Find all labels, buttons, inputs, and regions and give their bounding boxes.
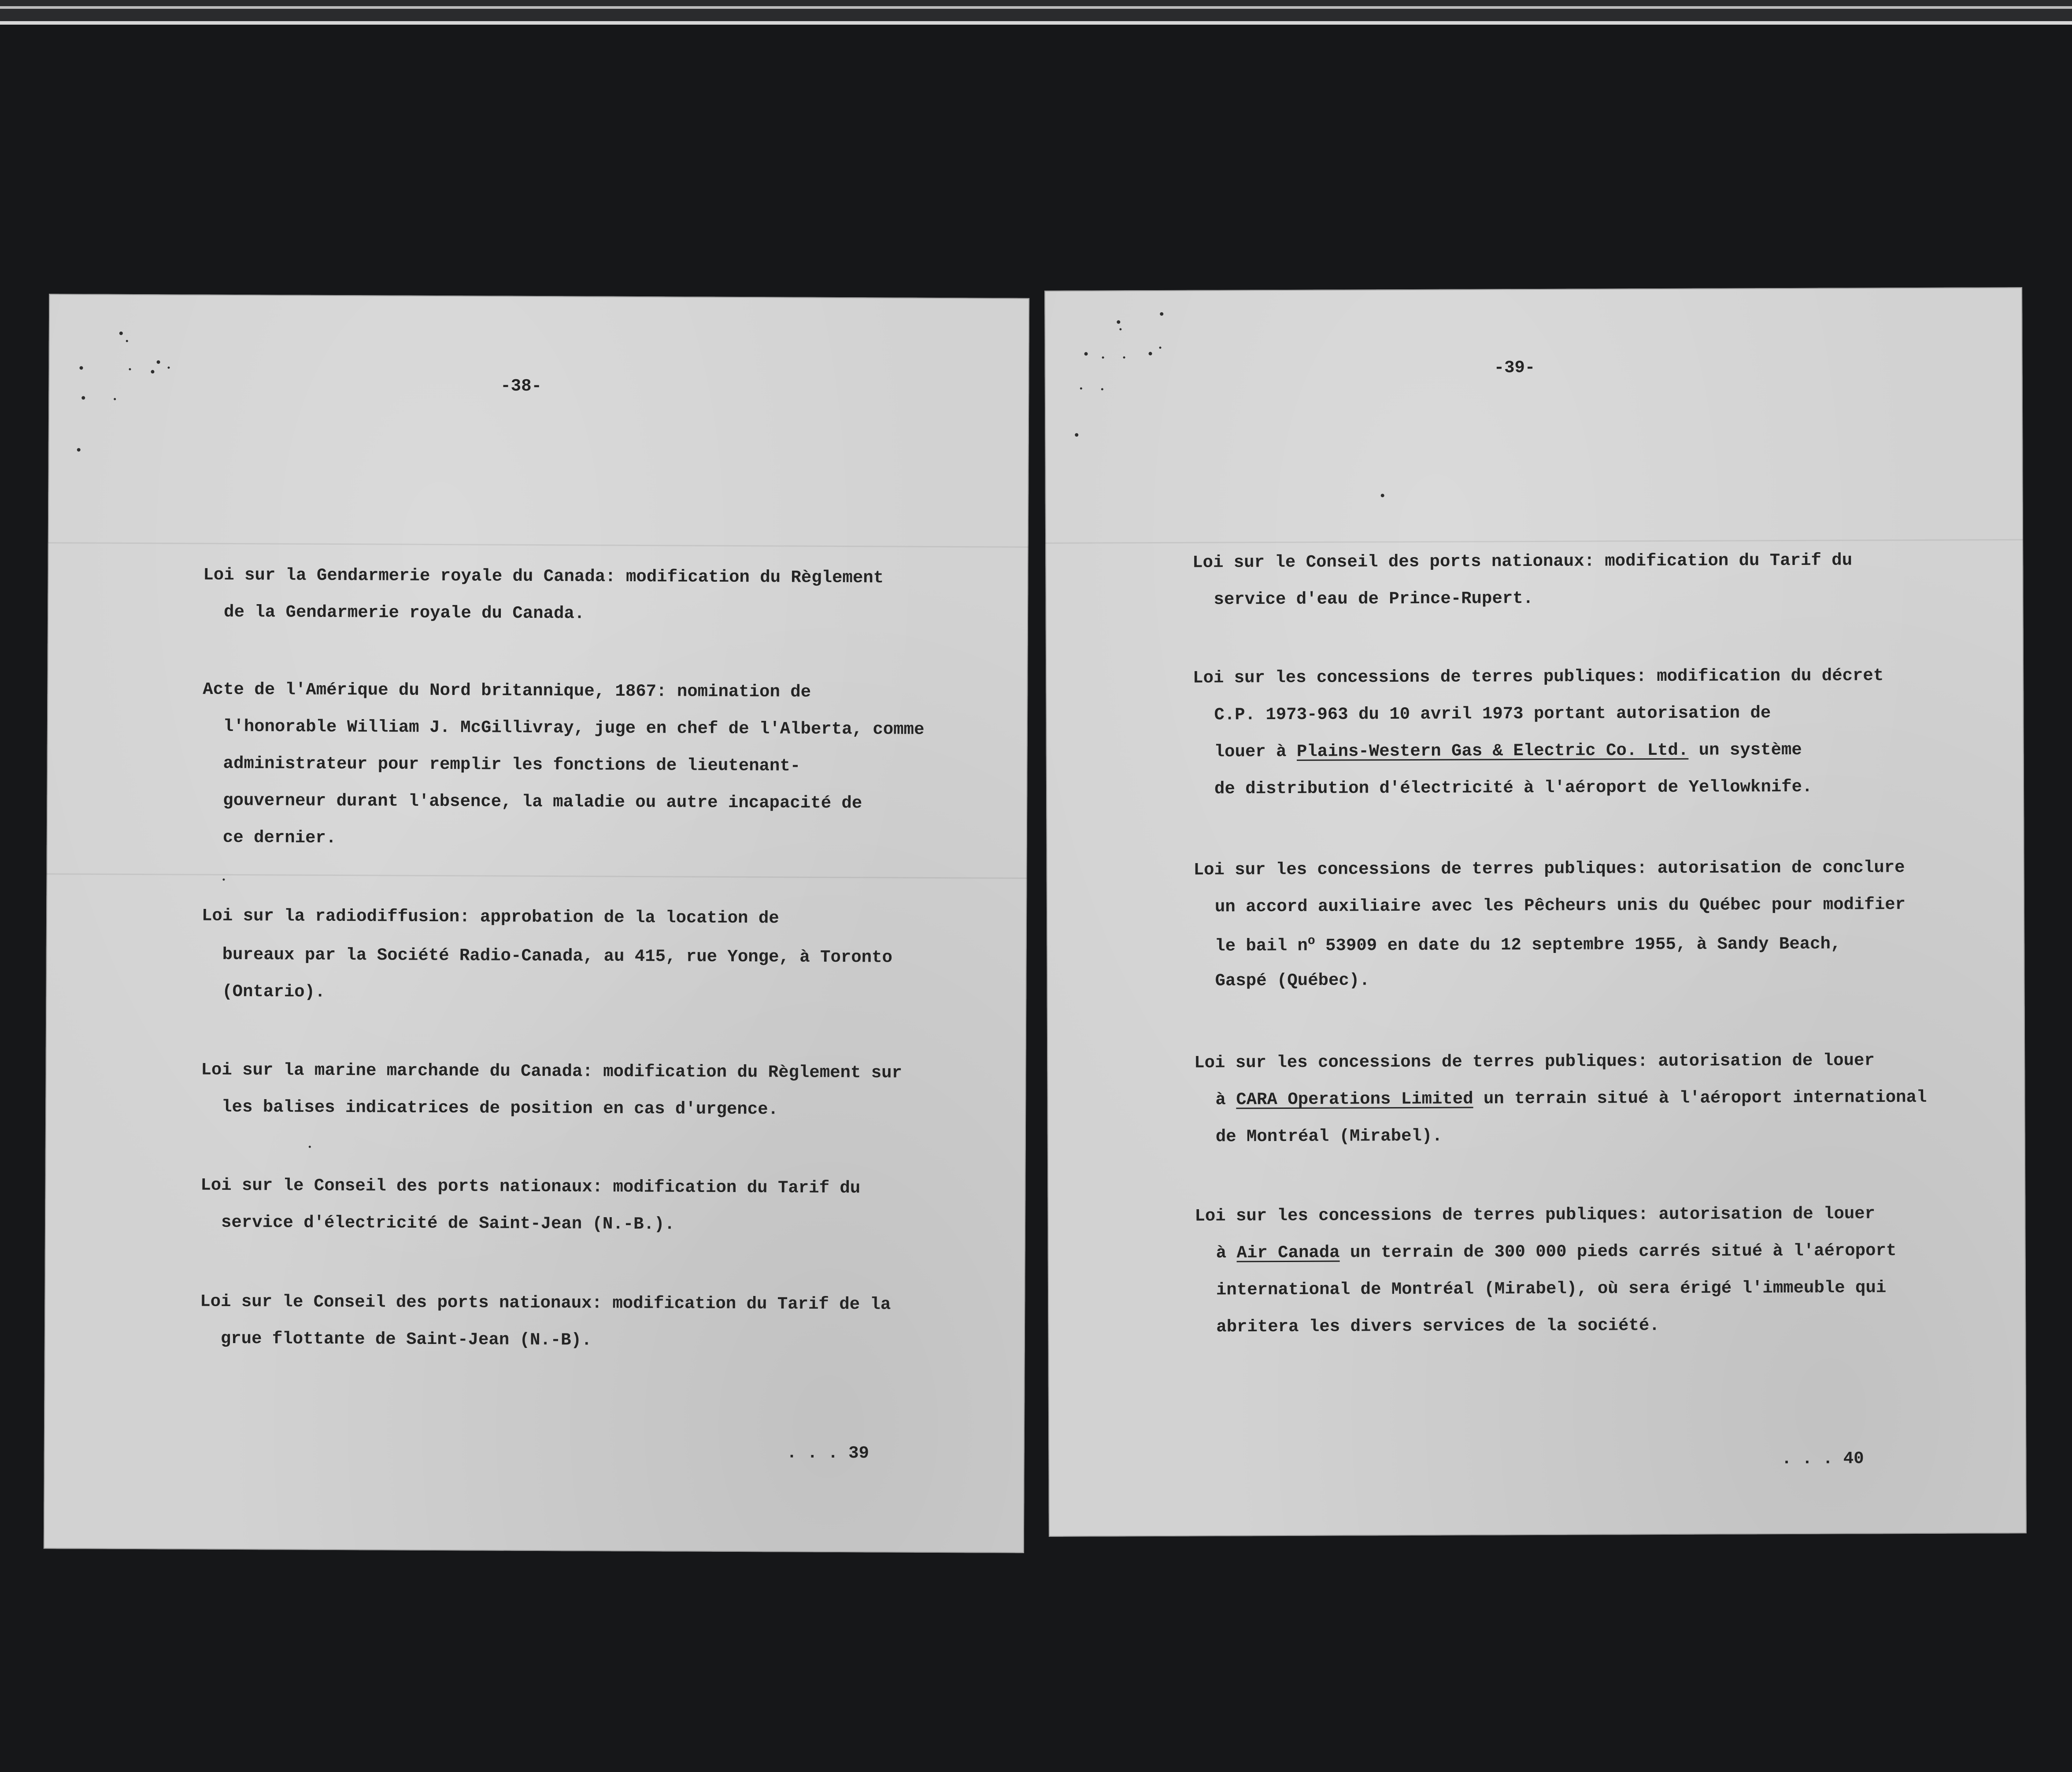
text-fragment: à — [1216, 1243, 1237, 1263]
continuation-marker: . . . 39 — [786, 1443, 870, 1463]
entry-line — [1216, 1242, 1897, 1262]
entry-line: Loi sur le Conseil des ports nationaux: modification du Tarif du — [200, 1175, 861, 1198]
entry-line: un accord auxiliaire avec les Pêcheurs unis du Québec pour modifier — [1214, 895, 1906, 917]
page-fold-line — [48, 542, 1029, 548]
entry-line: gouverneur durant l'absence, la maladie ou autre incapacité de — [223, 790, 862, 813]
entry-line — [1215, 1089, 1927, 1109]
entry-line: bureaux par la Société Radio-Canada, au 415, rue Yonge, à Toronto — [222, 945, 893, 967]
page-38 — [44, 294, 1029, 1553]
entry-line: Loi sur la Gendarmerie royale du Canada: modification du Règlement — [203, 565, 884, 588]
scan-speck — [1102, 356, 1104, 358]
continuation-marker: . . . 40 — [1781, 1449, 1864, 1469]
scan-speck — [309, 1146, 311, 1148]
entry-line — [1215, 934, 1841, 955]
company-name: CARA Operations Limited — [1236, 1089, 1473, 1110]
text-fragment: 53909 en date du 12 septembre 1955, à Sandy Beach, — [1315, 934, 1841, 956]
page-number: -38- — [500, 376, 542, 396]
entry-line: C.P. 1973-963 du 10 avril 1973 portant autorisation de — [1214, 703, 1771, 725]
scan-speck — [1117, 320, 1120, 324]
scan-speck — [1160, 312, 1163, 316]
scan-speck — [157, 360, 160, 364]
entry-line: Loi sur les concessions de terres publiques: autorisation de conclure — [1193, 858, 1905, 880]
scan-speck — [1075, 433, 1078, 437]
text-fragment: le bail n — [1215, 936, 1308, 956]
entry-line: Gaspé (Québec). — [1215, 971, 1370, 991]
scan-speck — [1123, 356, 1125, 358]
entry-line: (Ontario). — [222, 982, 326, 1002]
scan-speck — [1381, 494, 1384, 497]
scan-speck — [129, 368, 131, 370]
entry-line: Loi sur les concessions de terres publiques: modification du décret — [1193, 666, 1884, 688]
scan-speck — [151, 370, 154, 373]
page-fold-line — [1045, 539, 2023, 544]
entry-line: service d'eau de Prince-Rupert. — [1214, 589, 1534, 609]
scan-speck — [1159, 347, 1162, 349]
entry-line: administrateur pour remplir les fonctions de lieutenant- — [223, 753, 801, 776]
entry-line: Loi sur la marine marchande du Canada: modification du Règlement sur — [201, 1060, 903, 1083]
text-fragment: un terrain situé à l'aéroport international — [1473, 1087, 1927, 1109]
scan-speck — [1149, 352, 1152, 355]
scan-speck — [77, 448, 81, 451]
page-39 — [1044, 287, 2027, 1537]
scan-speck — [81, 396, 85, 399]
superscript-o: o — [1307, 934, 1315, 948]
entry-line: Loi sur les concessions de terres publiques: autorisation de louer — [1195, 1204, 1876, 1226]
entry-line: abritera les divers services de la société. — [1216, 1316, 1660, 1337]
film-edge — [0, 0, 2072, 25]
scan-speck — [1084, 352, 1088, 356]
entry-line: Loi sur le Conseil des ports nationaux: modification du Tarif de la — [200, 1292, 891, 1314]
entry-line: de la Gendarmerie royale du Canada. — [223, 602, 585, 624]
scan-speck — [1119, 328, 1121, 330]
entry-line: Loi sur le Conseil des ports nationaux: modification du Tarif du — [1192, 550, 1853, 572]
text-fragment: louer à — [1214, 742, 1297, 762]
scan-speck — [1080, 388, 1082, 390]
entry-line: l'honorable William J. McGillivray, juge en chef de l'Alberta, comme — [223, 716, 925, 739]
entry-line: ce dernier. — [222, 827, 337, 848]
entry-line: de distribution d'électricité à l'aéroport de Yellowknife. — [1214, 777, 1813, 799]
scan-speck — [222, 879, 225, 881]
company-name: Air Canada — [1236, 1243, 1340, 1263]
entry-line: de Montréal (Mirabel). — [1215, 1126, 1443, 1147]
entry-line: grue flottante de Saint-Jean (N.-B). — [220, 1329, 592, 1350]
scan-speck — [119, 332, 123, 335]
text-fragment: un système — [1688, 740, 1802, 760]
page-number: -39- — [1494, 358, 1536, 378]
entry-line: Loi sur les concessions de terres publiques: autorisation de louer — [1194, 1051, 1875, 1073]
entry-line: les balises indicatrices de position en cas d'urgence. — [222, 1097, 779, 1119]
scan-speck — [79, 366, 83, 369]
entry-line: Loi sur la radiodiffusion: approbation de la location de — [201, 906, 779, 928]
scan-speck — [114, 398, 116, 400]
entry-line: Acte de l'Amérique du Nord britannique, 1867: nomination de — [203, 679, 811, 702]
scan-speck — [1101, 388, 1103, 390]
page-fold-line — [46, 873, 1027, 879]
text-fragment: à — [1215, 1090, 1236, 1110]
entry-line: service d'électricité de Saint-Jean (N.-B.). — [221, 1212, 675, 1234]
scan-speck — [167, 366, 170, 369]
entry-line: international de Montréal (Mirabel), où sera érigé l'immeuble qui — [1216, 1278, 1887, 1300]
scan-speck — [126, 340, 128, 342]
company-name: Plains-Western Gas & Electric Co. Ltd. — [1296, 740, 1689, 761]
text-fragment: un terrain de 300 000 pieds carrés situé à l'aéroport — [1339, 1241, 1897, 1263]
entry-line — [1214, 742, 1802, 761]
